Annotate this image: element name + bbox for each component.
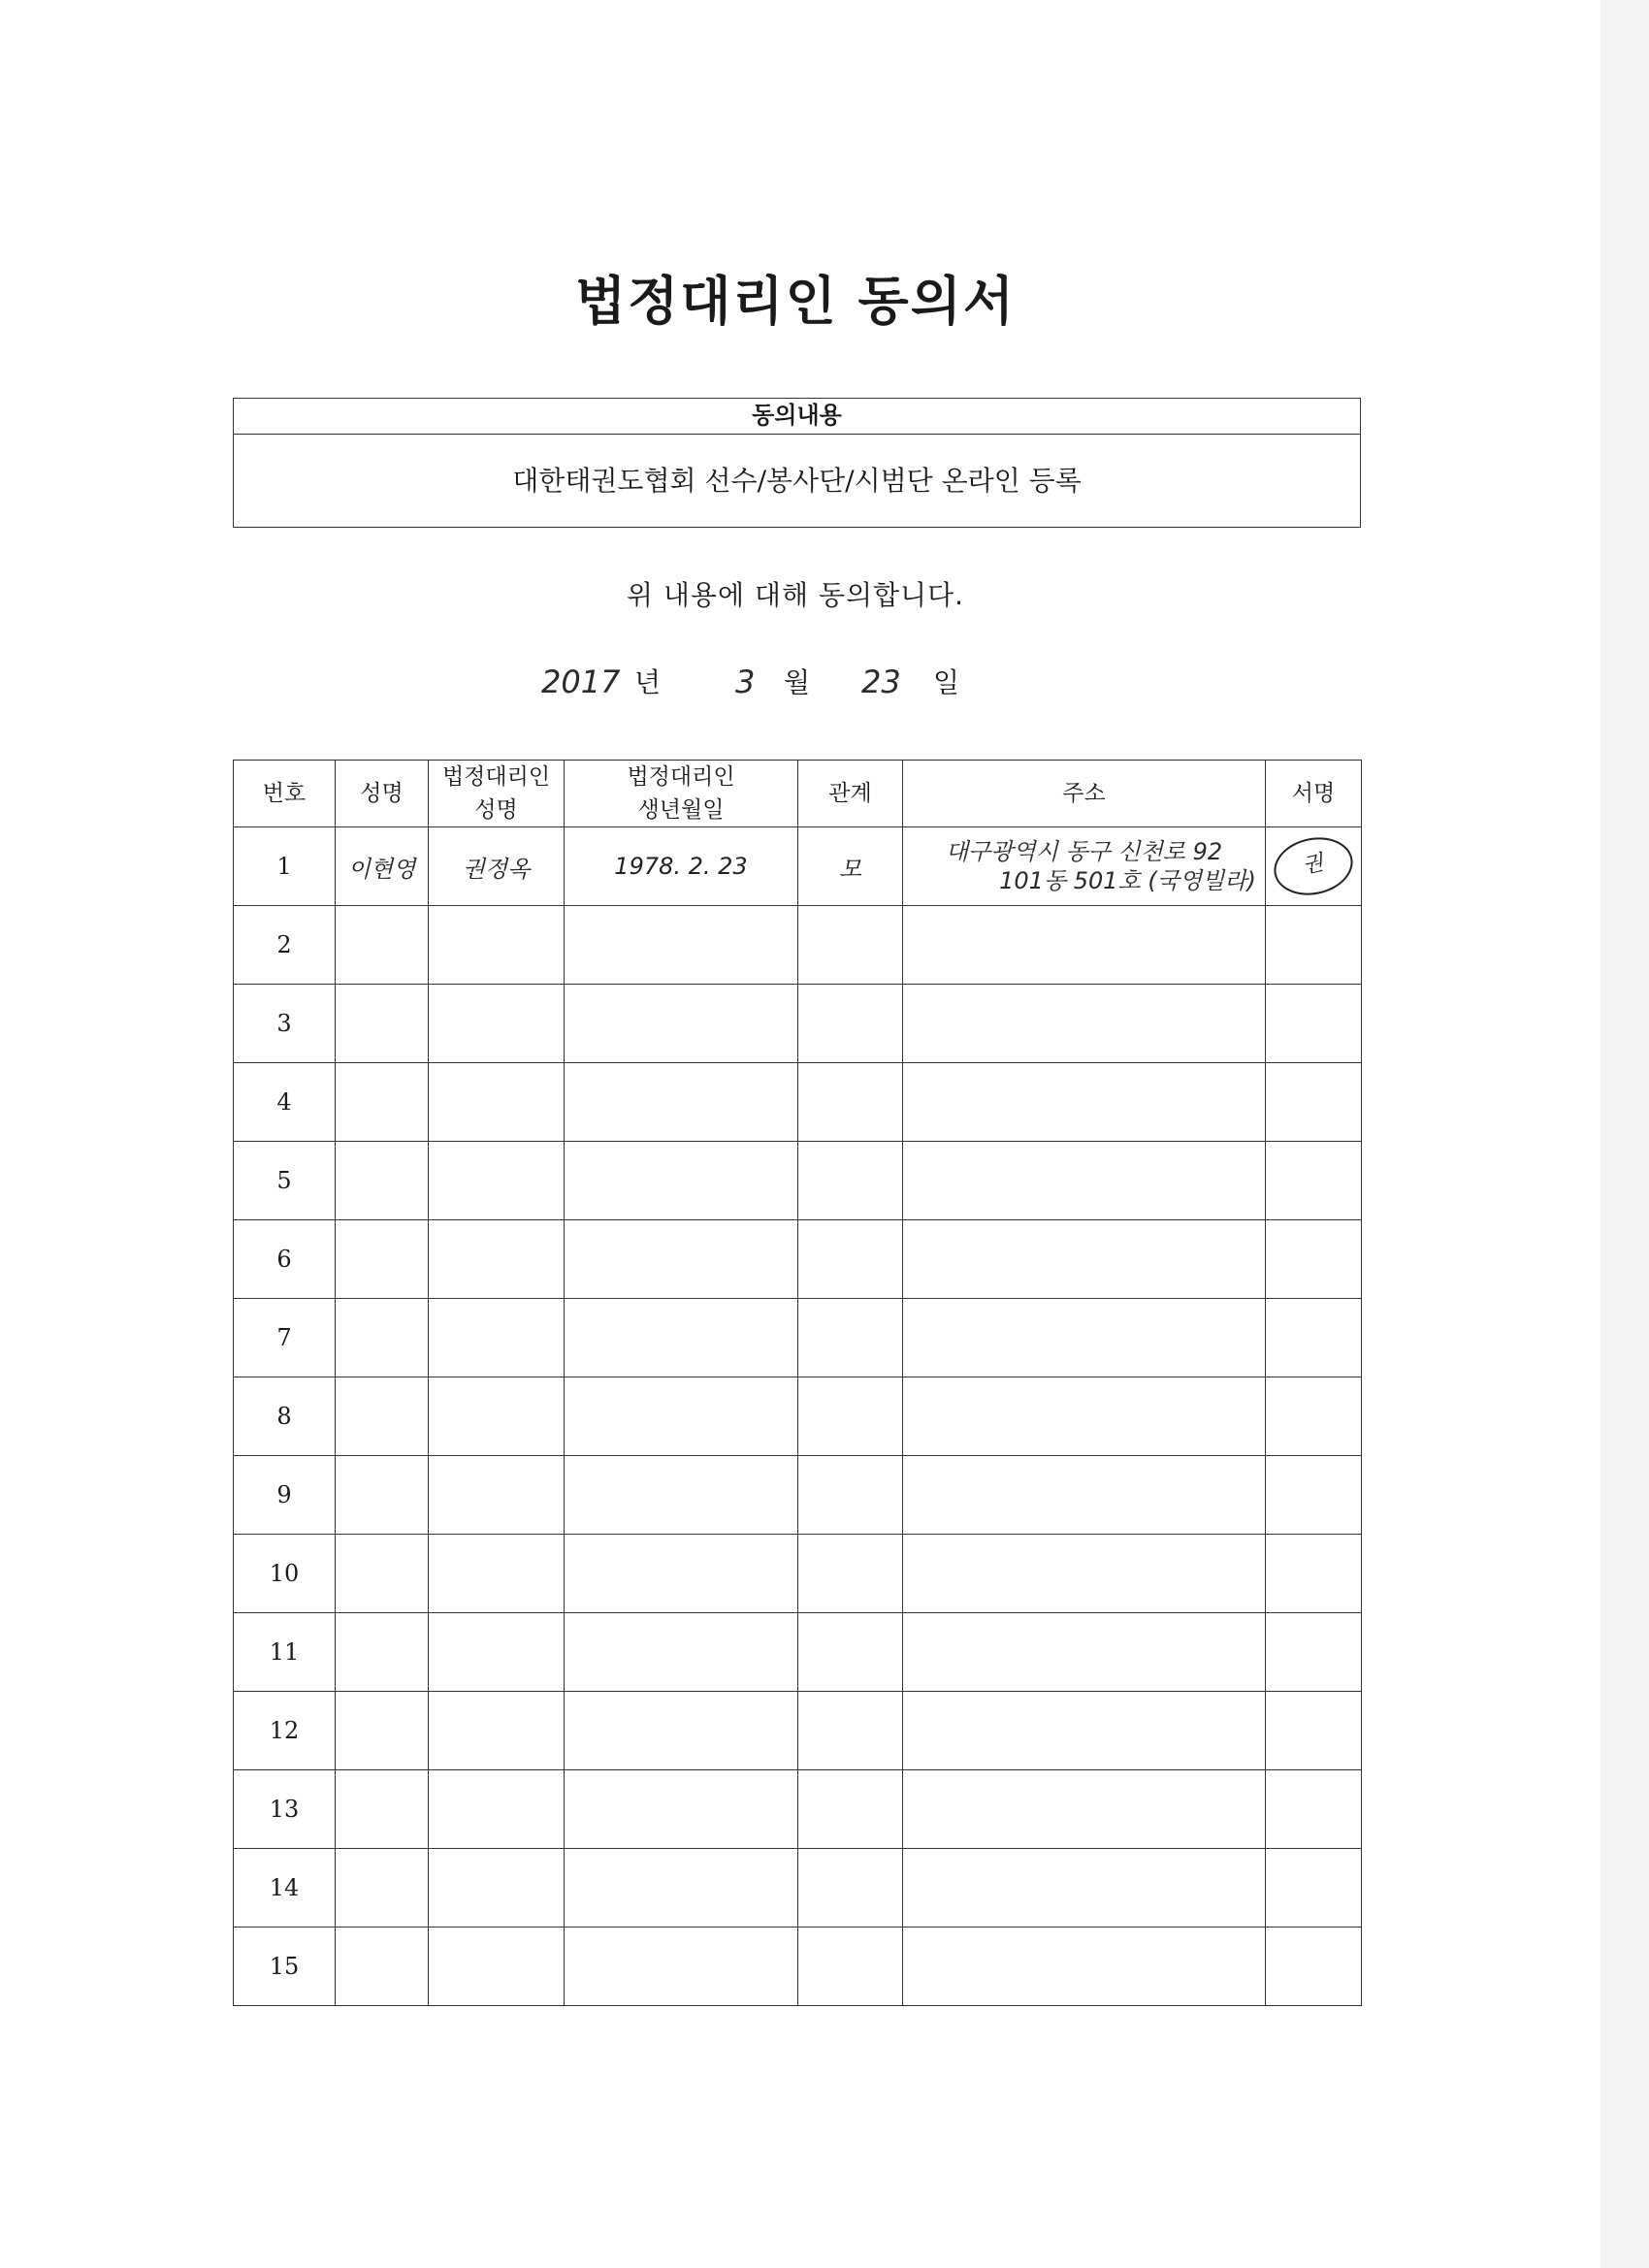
row-address <box>903 1299 1266 1377</box>
row-guardian-name <box>429 985 565 1063</box>
row-address <box>903 1770 1266 1849</box>
table-row <box>234 827 1362 906</box>
row-signature <box>1266 1377 1362 1456</box>
row-name <box>336 1220 429 1299</box>
row-name <box>336 1377 429 1456</box>
row-signature <box>1266 827 1362 906</box>
row-name <box>336 1849 429 1928</box>
row-relation <box>798 985 903 1063</box>
row-relation <box>798 1770 903 1849</box>
row-name <box>336 906 429 985</box>
row-number: 7 <box>234 1299 336 1377</box>
row-signature <box>1266 1928 1362 2006</box>
row-guardian-name <box>429 1692 565 1770</box>
row-address <box>903 1692 1266 1770</box>
row-number: 12 <box>234 1692 336 1770</box>
row-guardian-birthdate <box>565 1613 798 1692</box>
row-address <box>903 1063 1266 1142</box>
row-number: 13 <box>234 1770 336 1849</box>
address-line-2: 101동 501호 (국영빌라) <box>999 867 1256 894</box>
table-row <box>234 906 1362 985</box>
row-address <box>903 1456 1266 1535</box>
row-guardian-birthdate <box>565 1377 798 1456</box>
row-number: 6 <box>234 1220 336 1299</box>
row-guardian-birthdate <box>565 1456 798 1535</box>
row-guardian-name <box>429 1142 565 1220</box>
row-relation <box>798 1613 903 1692</box>
row-guardian-name <box>429 1299 565 1377</box>
row-relation <box>798 1928 903 2006</box>
scan-edge <box>1600 0 1649 2268</box>
date-day: 23 <box>861 664 901 700</box>
row-name <box>336 1063 429 1142</box>
row-name <box>336 1535 429 1613</box>
row-number: 10 <box>234 1535 336 1613</box>
row-address <box>903 1377 1266 1456</box>
row-address <box>903 1928 1266 2006</box>
row-guardian-name <box>429 1220 565 1299</box>
consent-box <box>233 398 1361 528</box>
row-guardian-birthdate <box>565 1535 798 1613</box>
row-guardian-birthdate <box>565 1063 798 1142</box>
row-relation: 모 <box>798 827 903 906</box>
row-address <box>903 1613 1266 1692</box>
date-month-unit: 월 <box>784 666 811 698</box>
row-signature <box>1266 1063 1362 1142</box>
table-row <box>234 1063 1362 1142</box>
row-signature <box>1266 985 1362 1063</box>
row-number: 14 <box>234 1849 336 1928</box>
table-row <box>234 1456 1362 1535</box>
table-header-row <box>234 761 1362 827</box>
row-address <box>903 1535 1266 1613</box>
row-number: 9 <box>234 1456 336 1535</box>
document-title: 법정대리인 동의서 <box>574 270 1017 332</box>
row-guardian-name: 권정옥 <box>429 827 565 906</box>
row-name <box>336 1613 429 1692</box>
table-row <box>234 1928 1362 2006</box>
row-guardian-name <box>429 1535 565 1613</box>
table-row <box>234 1299 1362 1377</box>
header-address: 주소 <box>903 761 1266 827</box>
header-guardian-name: 법정대리인 성명 <box>429 761 565 827</box>
table-row <box>234 1377 1362 1456</box>
row-guardian-name <box>429 1456 565 1535</box>
row-guardian-name <box>429 1377 565 1456</box>
table-row <box>234 1849 1362 1928</box>
row-signature <box>1266 1142 1362 1220</box>
row-guardian-name <box>429 1770 565 1849</box>
row-name <box>336 1299 429 1377</box>
row-address <box>903 906 1266 985</box>
row-relation <box>798 1063 903 1142</box>
row-relation <box>798 1535 903 1613</box>
row-address <box>903 985 1266 1063</box>
table-row <box>234 1770 1362 1849</box>
row-name <box>336 985 429 1063</box>
row-number: 3 <box>234 985 336 1063</box>
agreement-statement: 위 내용에 대해 동의합니다. <box>626 579 965 611</box>
row-name <box>336 1770 429 1849</box>
row-relation <box>798 1456 903 1535</box>
header-relation: 관계 <box>798 761 903 827</box>
row-guardian-birthdate <box>565 906 798 985</box>
row-address <box>903 1142 1266 1220</box>
row-relation <box>798 906 903 985</box>
row-guardian-name <box>429 1063 565 1142</box>
guardian-table <box>233 760 1362 2006</box>
row-guardian-birthdate <box>565 1849 798 1928</box>
date-year: 2017 <box>541 664 621 700</box>
table-row <box>234 1220 1362 1299</box>
table-row <box>234 985 1362 1063</box>
row-guardian-birthdate: 1978. 2. 23 <box>565 827 798 906</box>
consent-content: 대한태권도협회 선수/봉사단/시범단 온라인 등록 <box>512 465 1082 497</box>
row-signature <box>1266 1692 1362 1770</box>
row-name <box>336 1456 429 1535</box>
row-guardian-birthdate <box>565 1770 798 1849</box>
row-guardian-birthdate <box>565 1928 798 2006</box>
date-year-unit: 년 <box>634 666 662 698</box>
row-guardian-birthdate <box>565 1142 798 1220</box>
table-row <box>234 1142 1362 1220</box>
row-number: 2 <box>234 906 336 985</box>
row-name: 이현영 <box>336 827 429 906</box>
table-row <box>234 1613 1362 1692</box>
row-address <box>903 827 1266 906</box>
row-number: 11 <box>234 1613 336 1692</box>
row-guardian-birthdate <box>565 1299 798 1377</box>
row-number: 8 <box>234 1377 336 1456</box>
row-guardian-name <box>429 1849 565 1928</box>
row-relation <box>798 1377 903 1456</box>
row-number: 15 <box>234 1928 336 2006</box>
row-signature <box>1266 1299 1362 1377</box>
row-guardian-name <box>429 1928 565 2006</box>
row-number: 5 <box>234 1142 336 1220</box>
row-relation <box>798 1220 903 1299</box>
row-address <box>903 1849 1266 1928</box>
row-signature <box>1266 1220 1362 1299</box>
header-signature: 서명 <box>1266 761 1362 827</box>
row-signature <box>1266 1770 1362 1849</box>
row-guardian-name <box>429 906 565 985</box>
table-row <box>234 1535 1362 1613</box>
row-relation <box>798 1849 903 1928</box>
row-signature <box>1266 1849 1362 1928</box>
row-signature <box>1266 1613 1362 1692</box>
row-guardian-name <box>429 1613 565 1692</box>
date-day-unit: 일 <box>933 666 960 698</box>
row-number: 1 <box>234 827 336 906</box>
row-name <box>336 1692 429 1770</box>
row-guardian-birthdate <box>565 985 798 1063</box>
row-address <box>903 1220 1266 1299</box>
header-guardian-birthdate: 법정대리인 생년월일 <box>565 761 798 827</box>
row-signature <box>1266 1535 1362 1613</box>
consent-header: 동의내용 <box>234 399 1360 435</box>
row-guardian-birthdate <box>565 1220 798 1299</box>
row-relation <box>798 1692 903 1770</box>
row-signature <box>1266 1456 1362 1535</box>
row-name <box>336 1142 429 1220</box>
signature-mark: 권 <box>1269 830 1358 902</box>
row-number: 4 <box>234 1063 336 1142</box>
table-row <box>234 1692 1362 1770</box>
row-name <box>336 1928 429 2006</box>
row-relation <box>798 1142 903 1220</box>
row-relation <box>798 1299 903 1377</box>
address-line-1: 대구광역시 동구 신천로 92 <box>945 838 1223 865</box>
date-month: 3 <box>735 664 756 700</box>
header-name: 성명 <box>336 761 429 827</box>
row-signature <box>1266 906 1362 985</box>
header-number: 번호 <box>234 761 336 827</box>
row-guardian-birthdate <box>565 1692 798 1770</box>
